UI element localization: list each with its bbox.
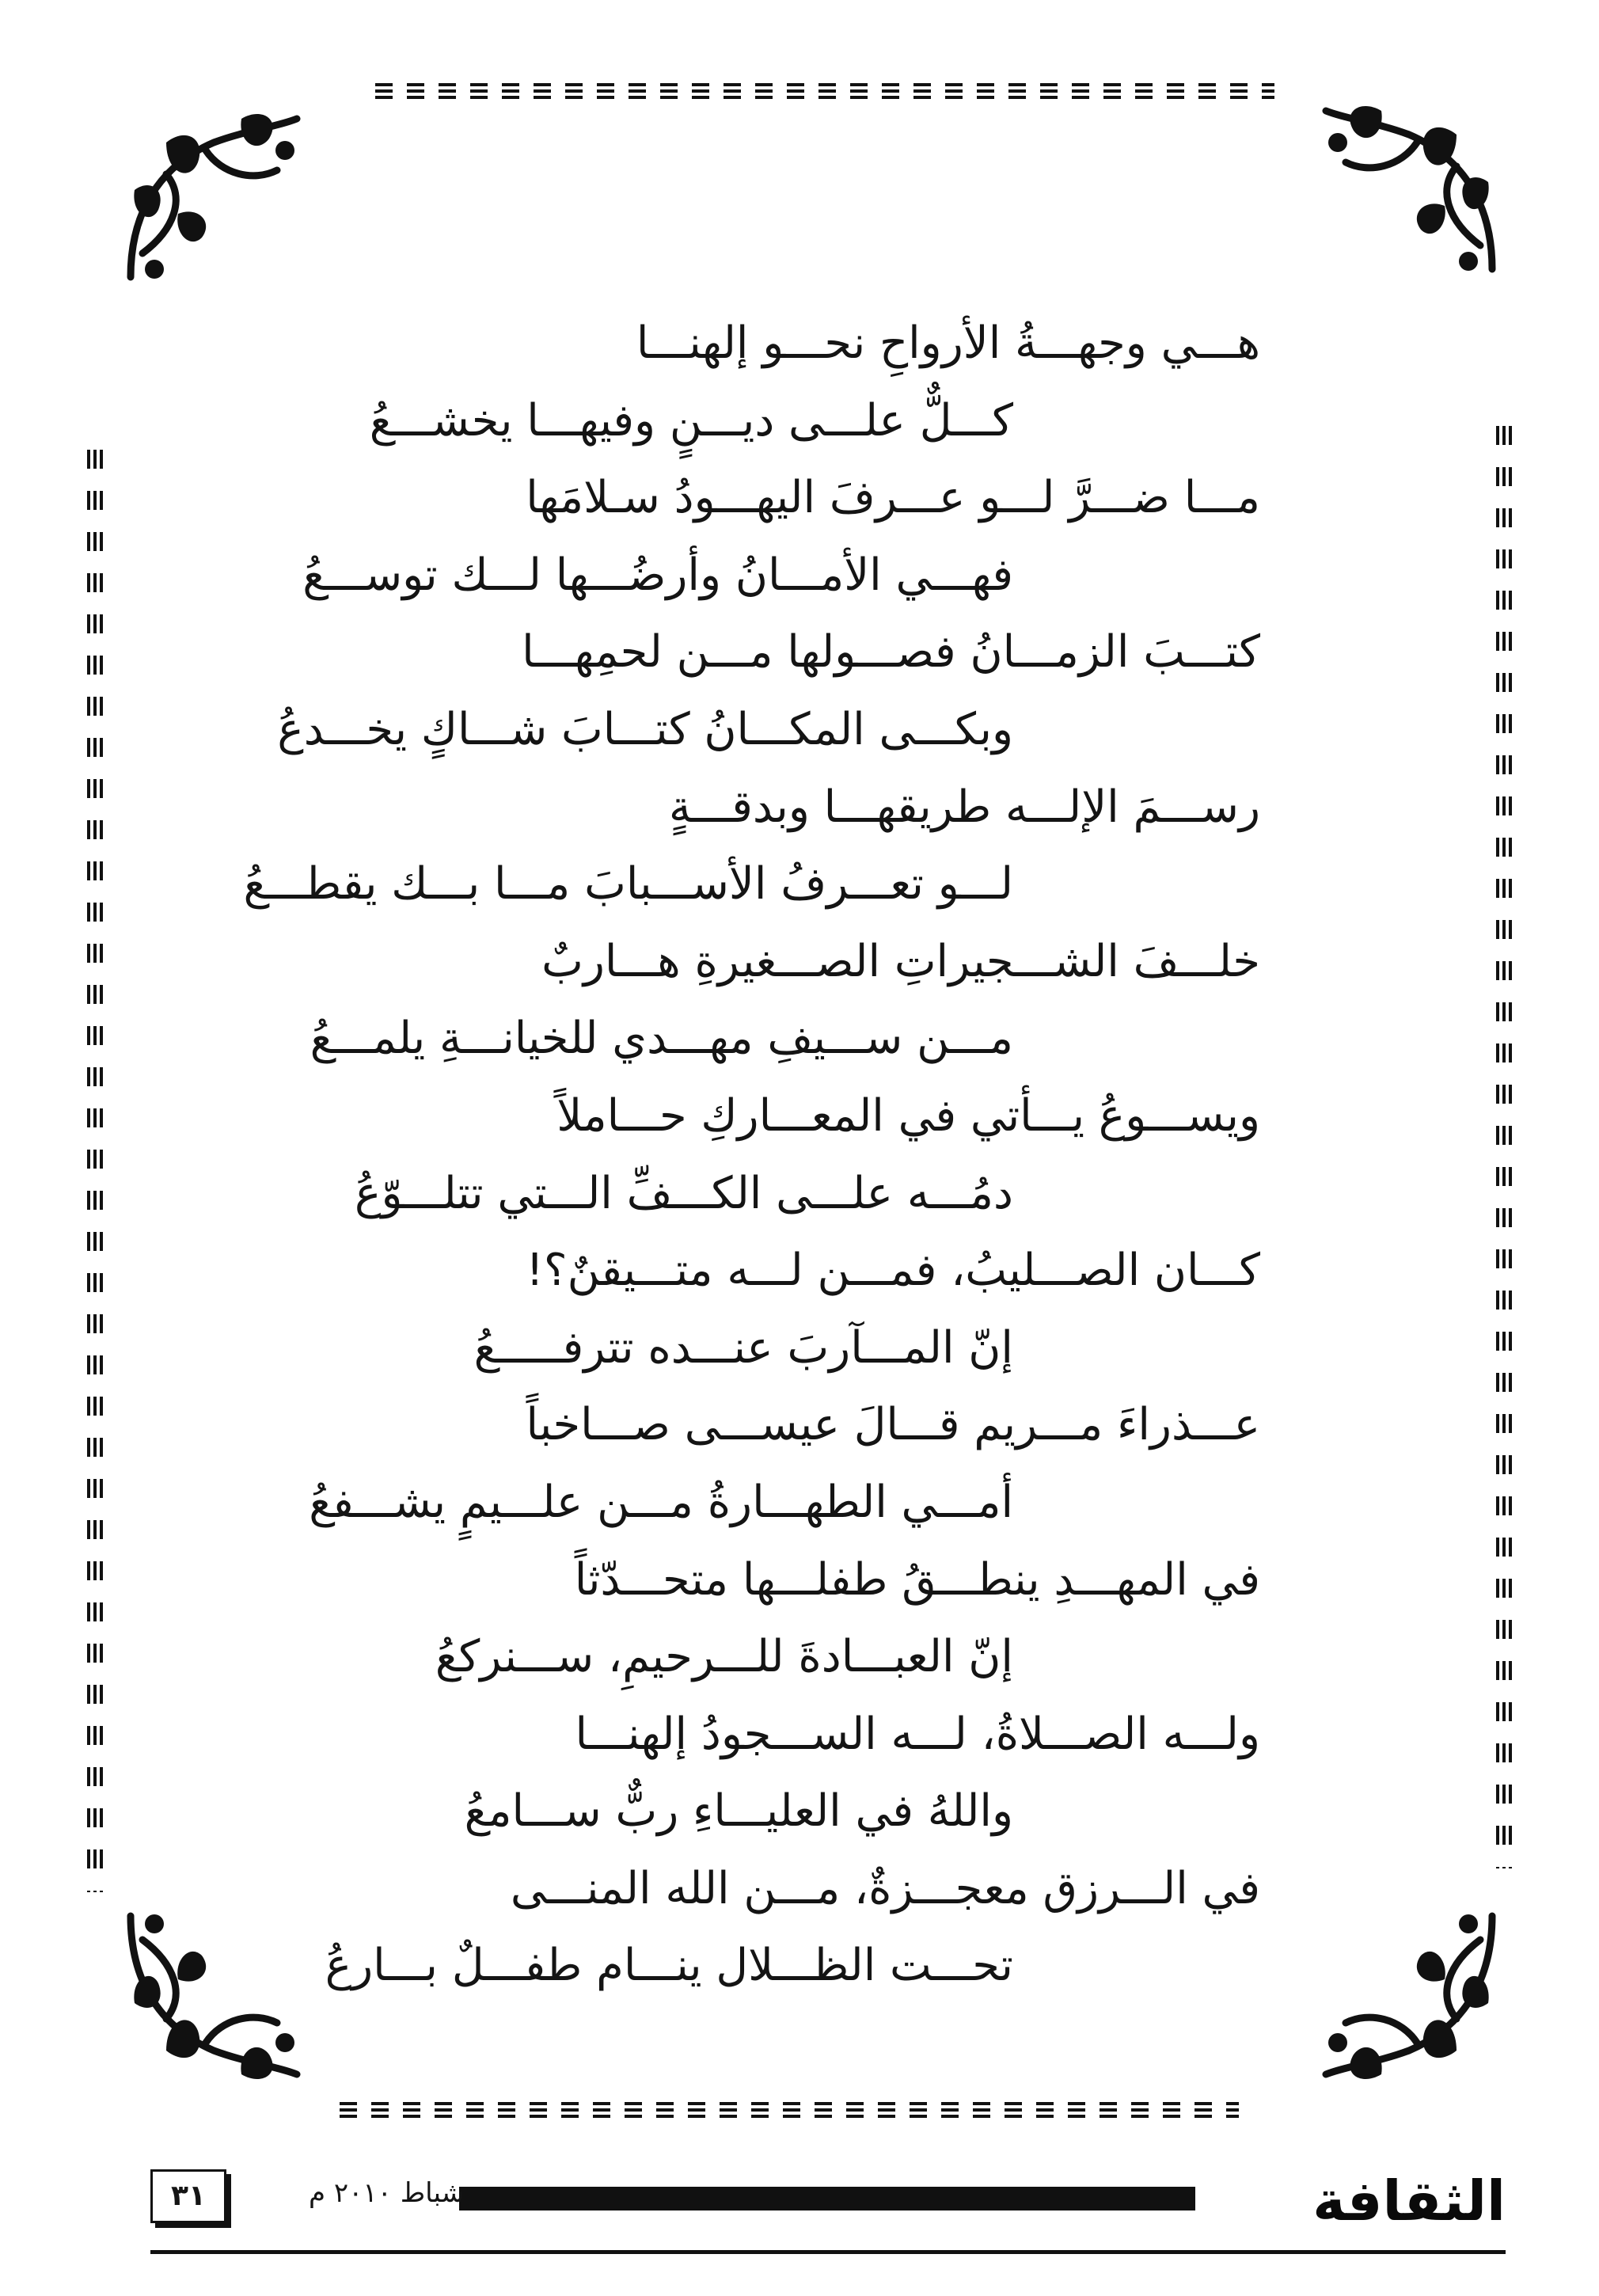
corner-ornament-icon xyxy=(1314,87,1512,285)
poem-verse: مـــا ضـــرَّ لـــو عـــرفَ اليهـــودُ سـلامَها xyxy=(526,472,1260,524)
poem-verse: ويســـوعُ يـــأتي في المعـــاركِ حـــاملاً xyxy=(556,1089,1260,1142)
poem-verse: كـــلٌّ علـــى ديـــنٍ وفيهـــا يخشـــعُ xyxy=(369,394,1013,447)
poem-verse: واللهُ في العليـــاءِ ربٌّ ســـامعُ xyxy=(464,1785,1013,1838)
poem-verse: في الـــرزق معجـــزةٌ، مـــن الله المنـــى xyxy=(510,1862,1260,1914)
top-border xyxy=(372,79,1274,103)
footer-rule xyxy=(150,2250,1506,2254)
poem-verse: إنّ المـــآربَ عنـــده تترفـــــعُ xyxy=(473,1321,1013,1374)
poem-verse: فهـــي الأمـــانُ وأرضُـــها لـــك توســـعُ xyxy=(302,549,1013,601)
poem-verse: لـــو تعـــرفُ الأســـبابَ مـــا بـــك يقطـــعُ xyxy=(243,858,1013,910)
poem-verse: وبكـــى المكـــانُ كتـــابَ شـــاكٍ يخـــدعُ xyxy=(277,703,1013,755)
corner-ornament-icon xyxy=(111,1900,309,2098)
corner-ornament-icon xyxy=(1314,1900,1512,2098)
bottom-border-pattern xyxy=(336,2098,1239,2122)
poem-verse: رســـمَ الإلـــه طريقهـــا وبدقـــةٍ xyxy=(668,781,1260,833)
poem xyxy=(243,305,1267,2005)
poem-verse: تحـــت الظـــلال ينـــام طفـــلٌ بـــارعُ xyxy=(325,1940,1013,1992)
issue-date: شباط ٢٠١٠ م xyxy=(309,2177,465,2209)
left-border xyxy=(85,443,106,1892)
poem-verse: أمـــي الطهـــارةُ مـــن علـــيمٍ يشـــفعُ xyxy=(309,1476,1013,1528)
poem-verse: إنّ العبـــادةَ للـــرحيمِ، ســـنركعُ xyxy=(435,1631,1013,1683)
right-border-pattern xyxy=(1495,420,1515,1868)
poem-verse: دمُـــه علـــى الكـــفِّ الـــتي تتلـــوّعُ xyxy=(355,1167,1013,1219)
top-border-pattern xyxy=(372,79,1274,103)
poem-verse: في المهـــدِ ينطـــقُ طفلـــها متحـــدّثاً xyxy=(574,1553,1260,1606)
poem-verse: عـــذراءَ مـــريم قـــالَ عيســـى صـــاخباً xyxy=(526,1399,1260,1451)
poem-verse: هـــي وجهـــةُ الأرواحِ نحـــو إلهنـــا xyxy=(636,317,1260,369)
corner-ornament-icon xyxy=(111,95,309,293)
poem-verse: ولـــه الصـــلاةُ، لـــه الســـجودُ إلهنـــا xyxy=(575,1708,1260,1760)
page-number: ٣١ xyxy=(150,2169,226,2223)
poem-verse: كتـــبَ الزمـــانُ فصـــولها مـــن لحمِهـــا xyxy=(522,626,1260,679)
poem-verse: مـــن ســـيفِ مهـــدي للخيانـــةِ يلمـــعُ xyxy=(310,1013,1013,1065)
magazine-logo: الثقافة xyxy=(1312,2169,1506,2233)
footer xyxy=(150,2161,1506,2256)
right-border xyxy=(1495,420,1515,1868)
bottom-border xyxy=(336,2098,1239,2122)
poem-verse: خلـــفَ الشـــجيراتِ الصـــغيرةِ هـــاربٌ xyxy=(541,935,1260,987)
left-border-pattern xyxy=(85,443,106,1892)
poem-verse: كـــان الصـــليبُ، فمـــن لـــه متـــيقنٌ؟! xyxy=(526,1245,1260,1297)
footer-bar xyxy=(459,2187,1195,2210)
